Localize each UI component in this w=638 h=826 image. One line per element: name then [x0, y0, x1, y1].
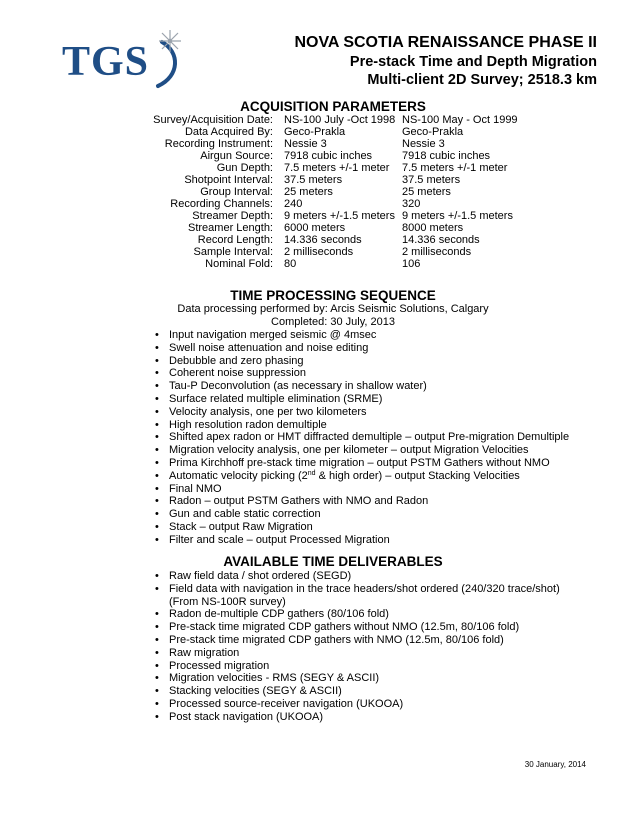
processing-step-auto-velocity	[155, 470, 569, 483]
deliverable-item: • Raw field data / shot ordered (SEGD)	[155, 570, 560, 583]
processing-step: • Prima Kirchhoff pre-stack time migration – output PSTM Gathers without NMO	[155, 457, 569, 470]
parameter-value-1999: 14.336 seconds	[402, 234, 480, 246]
document-subtitle-survey: Multi-client 2D Survey; 2518.3 km	[367, 72, 597, 88]
processing-step: • Swell noise attenuation and noise editing	[155, 342, 569, 355]
parameter-label: Survey/Acquisition Date:	[153, 114, 273, 126]
parameter-value-1998: 7918 cubic inches	[284, 150, 373, 162]
time-processing-heading: TIME PROCESSING SEQUENCE	[230, 288, 436, 303]
parameter-label: Recording Instrument:	[164, 138, 273, 150]
title-block	[294, 33, 597, 89]
parameter-value-1998: 80	[284, 258, 297, 270]
processing-step: • Filter and scale – output Processed Migration	[155, 534, 569, 547]
parameter-value-1998: Geco-Prakla	[284, 126, 346, 138]
acquisition-heading: ACQUISITION PARAMETERS	[240, 99, 426, 114]
step-text: & high order) – output Stacking Velocities	[315, 469, 520, 482]
parameter-value-1998: 7.5 meters +/-1 meter	[284, 162, 390, 174]
parameter-label: Airgun Source:	[200, 150, 273, 162]
parameter-value-1999: 7918 cubic inches	[402, 150, 491, 162]
processing-step: • Shifted apex radon or HMT diffracted demultiple – output Pre-migration Demultiple	[155, 431, 569, 444]
parameter-value-1999: Geco-Prakla	[402, 126, 464, 138]
processing-step: • Tau-P Deconvolution (as necessary in shallow water)	[155, 380, 569, 393]
processing-step: • Radon – output PSTM Gathers with NMO and Radon	[155, 495, 569, 508]
parameter-value-1999: 8000 meters	[402, 222, 464, 234]
processing-step: • Final NMO	[155, 483, 569, 496]
parameter-label: Sample Interval:	[193, 246, 273, 258]
ordinal-superscript: nd	[307, 469, 316, 477]
deliverables-heading: AVAILABLE TIME DELIVERABLES	[223, 554, 443, 569]
parameter-value-1998: 2 milliseconds	[284, 246, 354, 258]
parameter-value-1999: 25 meters	[402, 186, 451, 198]
deliverable-item: • Migration velocities - RMS (SEGY & ASCII)	[155, 672, 560, 685]
processing-step: • Input navigation merged seismic @ 4msec	[155, 329, 569, 342]
parameter-value-1999: Nessie 3	[402, 138, 445, 150]
tgs-logo	[58, 26, 186, 90]
deliverable-item: • Field data with navigation in the trace headers/shot ordered (240/320 trace/shot)	[155, 583, 560, 596]
processing-step: • Coherent noise suppression	[155, 367, 569, 380]
processing-step: • High resolution radon demultiple	[155, 419, 569, 432]
logo-text: TGS	[62, 39, 150, 85]
document-title: NOVA SCOTIA RENAISSANCE PHASE II	[294, 34, 597, 51]
parameter-value-1998: 6000 meters	[284, 222, 346, 234]
parameter-value-1998: Nessie 3	[284, 138, 327, 150]
parameter-value-1999: 2 milliseconds	[402, 246, 472, 258]
step-text: Automatic velocity picking (2	[169, 469, 308, 482]
processing-step: • Debubble and zero phasing	[155, 355, 569, 368]
parameter-value-1998: 9 meters +/-1.5 meters	[284, 210, 395, 222]
parameter-label: Nominal Fold:	[205, 258, 273, 270]
time-processing-list	[155, 329, 569, 547]
deliverable-item: • Raw migration	[155, 647, 560, 660]
footer-date: 30 January, 2014	[524, 760, 586, 769]
processing-step: • Migration velocity analysis, one per kilometer – output Migration Velocities	[155, 444, 569, 457]
parameter-value-1998: NS-100 July -Oct 1998	[284, 114, 396, 126]
parameter-value-1999: 106	[402, 258, 421, 270]
document-subtitle-processing: Pre-stack Time and Depth Migration	[349, 54, 597, 70]
parameter-value-1999: 37.5 meters	[402, 174, 461, 186]
parameter-value-1998: 14.336 seconds	[284, 234, 362, 246]
parameter-value-1999: NS-100 May - Oct 1999	[402, 114, 518, 126]
deliverable-item: • Pre-stack time migrated CDP gathers with NMO (12.5m, 80/106 fold)	[155, 634, 560, 647]
parameter-value-1999: 7.5 meters +/-1 meter	[402, 162, 508, 174]
processing-step: • Stack – output Raw Migration	[155, 521, 569, 534]
deliverable-item: (From NS-100R survey)	[169, 595, 286, 608]
parameter-value-1998: 37.5 meters	[284, 174, 343, 186]
deliverable-item: • Stacking velocities (SEGY & ASCII)	[155, 685, 560, 698]
parameter-label: Gun Depth:	[216, 162, 273, 174]
parameter-value-1998: 240	[284, 198, 303, 210]
deliverable-item: • Radon de-multiple CDP gathers (80/106 fold)	[155, 608, 560, 621]
processing-step: • Gun and cable static correction	[155, 508, 569, 521]
parameter-label: Record Length:	[197, 234, 273, 246]
parameter-label: Data Acquired By:	[184, 126, 273, 138]
deliverables-list	[155, 570, 560, 724]
parameter-value-1999: 9 meters +/-1.5 meters	[402, 210, 513, 222]
processing-completed-date: Completed: 30 July, 2013	[271, 316, 395, 328]
parameter-label: Shotpoint Interval:	[184, 174, 273, 186]
deliverable-item: • Processed source-receiver navigation (UKOOA)	[155, 698, 560, 711]
parameter-label: Recording Channels:	[170, 198, 273, 210]
parameter-label: Streamer Depth:	[192, 210, 273, 222]
processing-step: • Velocity analysis, one per two kilometers	[155, 406, 569, 419]
deliverable-item: • Post stack navigation (UKOOA)	[155, 711, 560, 724]
parameter-value-1998: 25 meters	[284, 186, 333, 198]
processing-step: • Surface related multiple elimination (SRME)	[155, 393, 569, 406]
deliverable-item: • Pre-stack time migrated CDP gathers without NMO (12.5m, 80/106 fold)	[155, 621, 560, 634]
processing-performed-by: Data processing performed by: Arcis Seismic Solutions, Calgary	[177, 303, 489, 315]
parameter-label: Streamer Length:	[188, 222, 273, 234]
parameter-label: Group Interval:	[200, 186, 273, 198]
parameter-value-1999: 320	[402, 198, 421, 210]
deliverable-item: • Processed migration	[155, 660, 560, 673]
